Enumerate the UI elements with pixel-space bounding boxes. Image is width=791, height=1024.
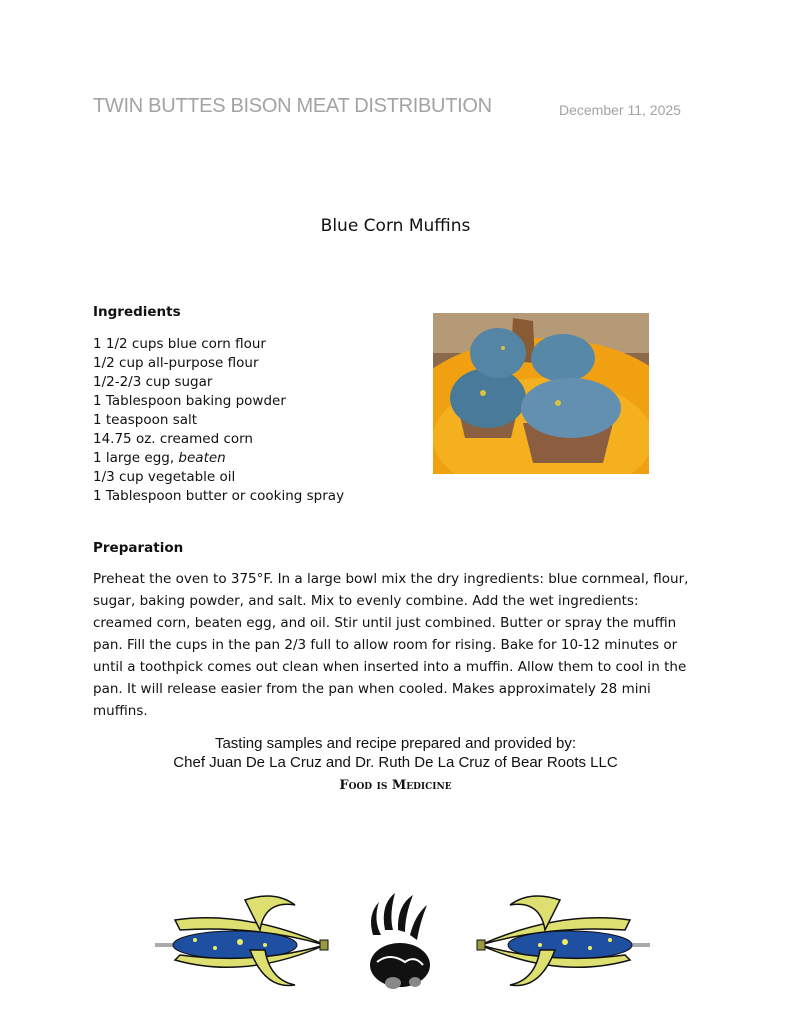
egg-note: beaten (178, 450, 226, 466)
ingredient: 1/2-2/3 cup sugar (93, 374, 213, 390)
ingredient: 1 Tablespoon baking powder (93, 393, 286, 409)
ingredient: 1 teaspoon salt (93, 412, 198, 428)
bear-paw-logo (365, 890, 435, 990)
date: December 11, 2025 (559, 102, 681, 118)
blue-corn-icon (155, 890, 335, 990)
ingredient: 1/2 cup all-purpose flour (93, 355, 259, 371)
organization-name: TWIN BUTTES BISON MEAT DISTRIBUTION (93, 95, 492, 117)
muffins-photo (433, 313, 649, 474)
ingredient: 1 1/2 cups blue corn flour (93, 336, 266, 352)
ingredients-heading: Ingredients (93, 304, 181, 320)
credits-line: Tasting samples and recipe prepared and provided by: (214, 735, 577, 752)
ingredients-list (93, 335, 344, 506)
ingredient: 1/3 cup vegetable oil (93, 469, 236, 485)
recipe-title: Blue Corn Muffins (320, 216, 471, 236)
motto: Food is Medicine (339, 778, 452, 793)
blue-corn-icon (470, 890, 650, 990)
ingredient (93, 449, 344, 468)
credits-chefs: Chef Juan De La Cruz and Dr. Ruth De La Cruz of Bear Roots LLC (173, 754, 618, 771)
ingredient-text: 1 large egg, (93, 450, 179, 466)
preparation-heading: Preparation (93, 540, 184, 556)
ingredient: 1 Tablespoon butter or cooking spray (93, 488, 345, 504)
ingredient: 14.75 oz. creamed corn (93, 431, 253, 447)
preparation-text: Preheat the oven to 375°F. In a large bowl mix the dry ingredients: blue cornmeal, flour, sugar, baking powder, and salt. Mix to evenly combine. Add the wet ingredients: creamed corn, beaten egg, and oil. Stir until just combined. Butter or spray the muffin pan. Fill the cups in the pan 2/3 full to allow room for rising. Bake for 10-12 minutes or until a toothpick comes out clean when inserted into a muffin. Allow them to cool in the pan. It will release easier from the pan when cooled. Makes approximately 28 mini muffins. (93, 571, 689, 719)
